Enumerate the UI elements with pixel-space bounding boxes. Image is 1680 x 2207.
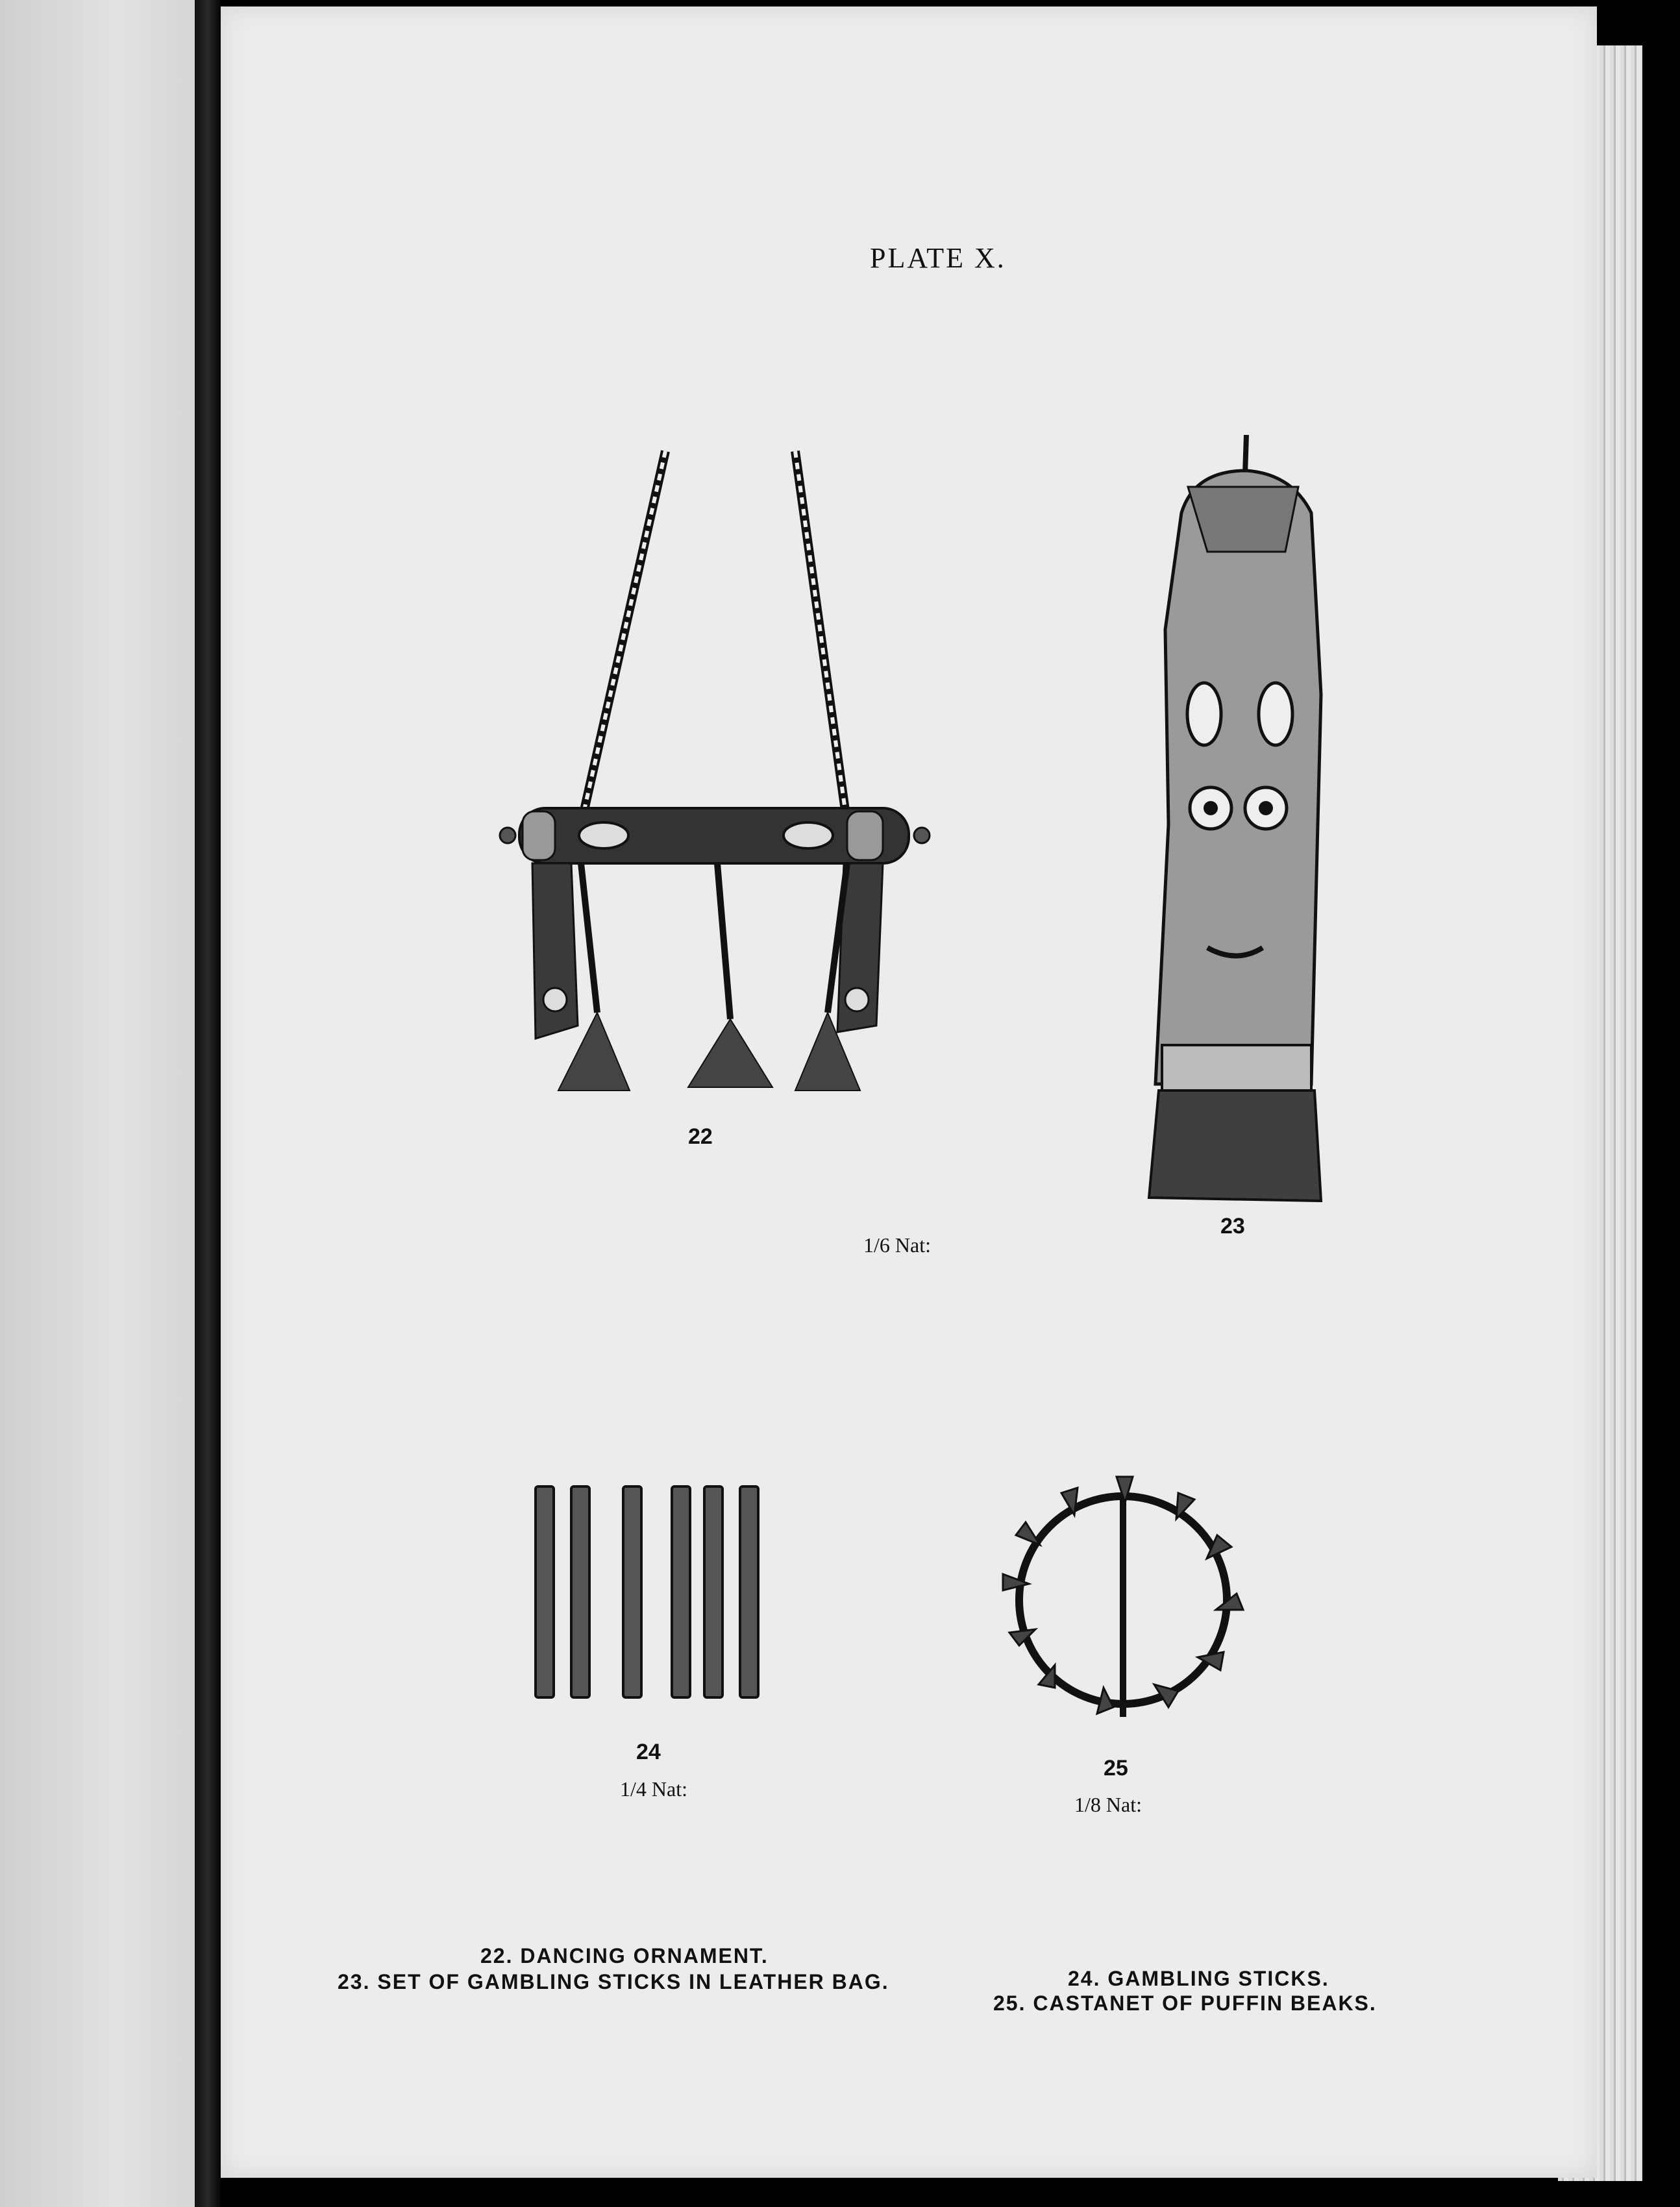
book-gutter (195, 0, 221, 2207)
puffin-castanet-illustration (983, 1457, 1263, 1743)
dancing-ornament-illustration (493, 448, 948, 1123)
gambling-sticks-illustration (532, 1483, 766, 1701)
caption-22: 22. DANCING ORNAMENT. (480, 1944, 769, 1967)
caption-23: 23. SET OF GAMBLING STICKS IN LEATHER BAG. (338, 1970, 889, 1993)
figure-25-number: 25 (1104, 1756, 1128, 1781)
figure-25-scale: 1/8 Nat: (1074, 1793, 1142, 1816)
plate-title: PLATE X. (870, 242, 1006, 274)
leather-bag-illustration (1136, 435, 1331, 1207)
caption-24: 24. GAMBLING STICKS. (1068, 1967, 1329, 1990)
caption-25: 25. CASTANET OF PUFFIN BEAKS. (993, 1991, 1377, 2015)
figure-24-number: 24 (636, 1740, 661, 1764)
left-page-edge (0, 0, 195, 2207)
figure-23-number: 23 (1220, 1214, 1245, 1239)
figure-24-scale: 1/4 Nat: (620, 1777, 687, 1801)
figure-22-scale: 1/6 Nat: (863, 1233, 931, 1257)
figure-22-number: 22 (688, 1124, 713, 1149)
